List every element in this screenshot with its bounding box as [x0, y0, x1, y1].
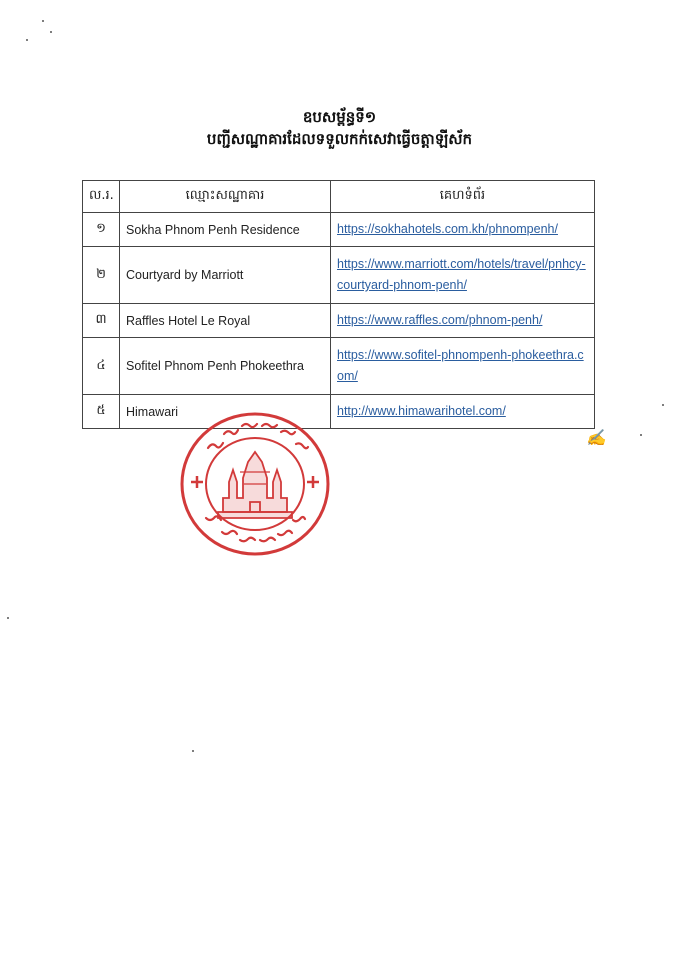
hotel-website-link[interactable]: https://www.sofitel-phnompenh-phokeethra.com/: [337, 348, 584, 383]
document-subtitle: បញ្ជីសណ្ឋាគារដែលទទួលកក់សេវាធ្វើចត្តាឡីស័ក: [206, 130, 473, 148]
table-header-row: [83, 181, 595, 213]
header-number: ល.រ.: [83, 181, 120, 213]
hotel-name: Himawari: [120, 395, 331, 429]
header-website: គេហទំព័រ: [331, 181, 595, 213]
scan-speck: [26, 39, 28, 41]
table-row: [83, 304, 595, 338]
table-row: [83, 338, 595, 395]
row-number: ១: [83, 213, 120, 247]
hotel-name: Sofitel Phnom Penh Phokeethra: [120, 338, 331, 395]
hotel-name: Sokha Phnom Penh Residence: [120, 213, 331, 247]
row-number: ៤: [83, 338, 120, 395]
handwritten-initial-icon: ✍: [586, 428, 606, 447]
scan-speck: [662, 404, 664, 406]
row-number: ៣: [83, 304, 120, 338]
document-title: ឧបសម្ព័ន្ធទី១: [302, 108, 377, 126]
hotel-name: Courtyard by Marriott: [120, 247, 331, 304]
scan-speck: [42, 20, 44, 22]
row-number: ២: [83, 247, 120, 304]
hotel-website-link[interactable]: https://www.raffles.com/phnom-penh/: [337, 313, 543, 327]
hotel-name: Raffles Hotel Le Royal: [120, 304, 331, 338]
table-row: [83, 395, 595, 429]
hotel-table: [82, 180, 595, 429]
hotel-website-link[interactable]: https://www.marriott.com/hotels/travel/pnhcy-courtyard-phnom-penh/: [337, 257, 586, 292]
scan-speck: [640, 434, 642, 436]
official-seal-icon: [178, 410, 332, 558]
scan-speck: [50, 31, 52, 33]
table-row: [83, 213, 595, 247]
row-number: ៥: [83, 395, 120, 429]
header-hotel-name: ឈ្មោះសណ្ឋាគារ: [120, 181, 331, 213]
scan-speck: [192, 750, 194, 752]
hotel-website-link[interactable]: https://sokhahotels.com.kh/phnompenh/: [337, 222, 558, 236]
hotel-website-link[interactable]: http://www.himawarihotel.com/: [337, 404, 506, 418]
scan-speck: [7, 617, 9, 619]
table-row: [83, 247, 595, 304]
